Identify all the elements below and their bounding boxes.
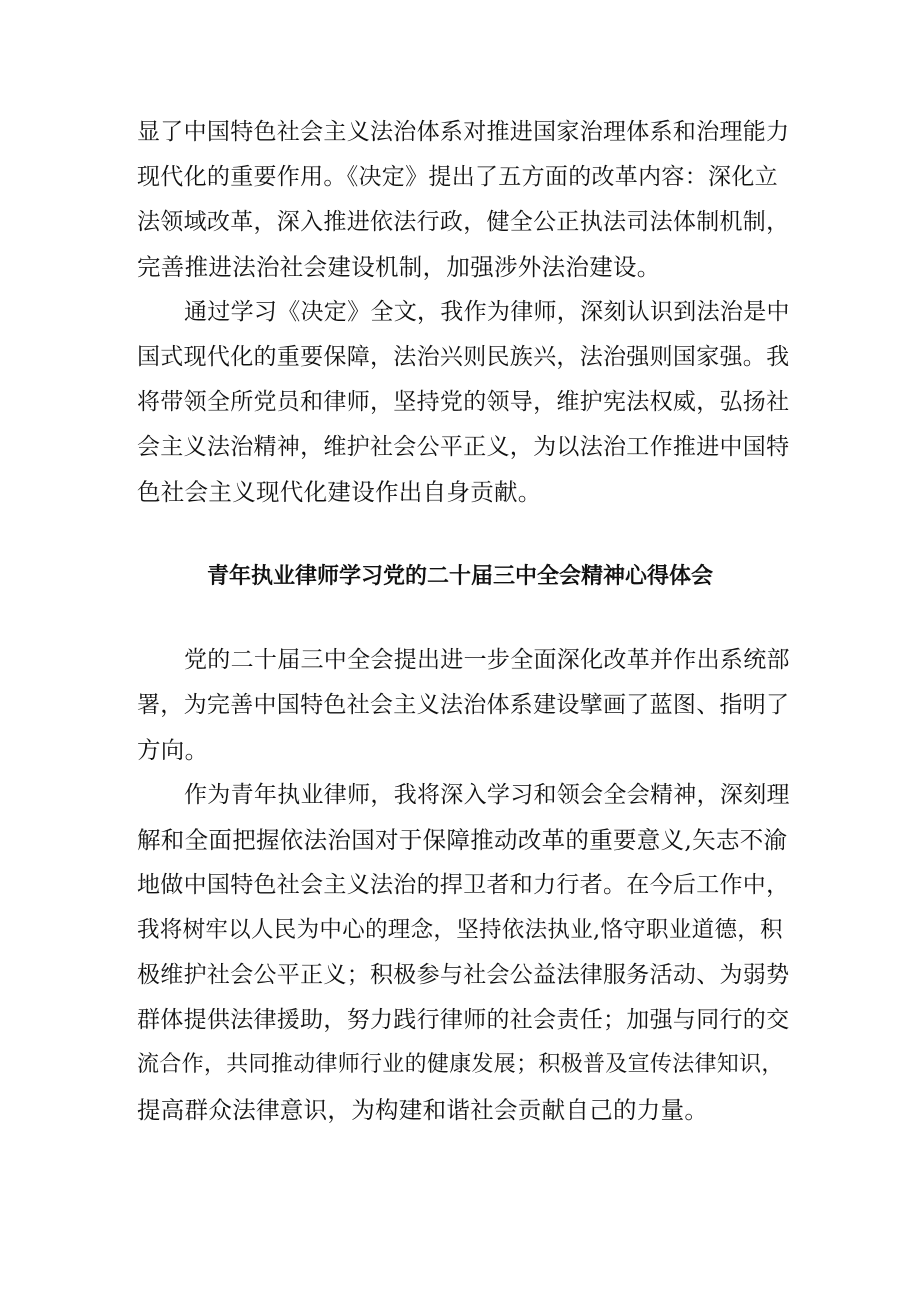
paragraph-line: 我将树牢以人民为中心的理念，坚持依法执业,恪守职业道德，积 xyxy=(137,917,783,943)
paragraph-line: 通过学习《决定》全文，我作为律师，深刻认识到法治是中 xyxy=(184,299,790,325)
paragraph-line: 群体提供法律援助，努力践行律师的社会责任；加强与同行的交 xyxy=(137,1007,790,1033)
paragraph-line: 完善推进法治社会建设机制，加强涉外法治建设。 xyxy=(137,253,661,281)
paragraph-line: 提高群众法律意识，为构建和谐社会贡献自己的力量。 xyxy=(137,1096,709,1124)
paragraph-line: 色社会主义现代化建设作出自身贡献。 xyxy=(137,478,542,506)
paragraph-line: 国式现代化的重要保障，法治兴则民族兴，法治强则国家强。我 xyxy=(137,344,790,370)
paragraph-line: 显了中国特色社会主义法治体系对推进国家治理体系和治理能力 xyxy=(137,119,790,145)
paragraph-line: 极维护社会公平正义；积极参与社会公益法律服务活动、为弱势 xyxy=(137,962,790,988)
paragraph-line: 署，为完善中国特色社会主义法治体系建设擘画了蓝图、指明了 xyxy=(137,692,790,718)
paragraph-line: 方向。 xyxy=(137,736,209,764)
paragraph-line: 将带领全所党员和律师，坚持党的领导，维护宪法权威，弘扬社 xyxy=(137,389,790,415)
paragraph-line: 流合作，共同推动律师行业的健康发展；积极普及宣传法律知识， xyxy=(137,1052,784,1077)
paragraph-line: 党的二十届三中全会提出进一步全面深化改革并作出系统部 xyxy=(184,647,790,673)
paragraph-line: 地做中国特色社会主义法治的捍卫者和力行者。在今后工作中， xyxy=(137,872,790,898)
paragraph-line: 现代化的重要作用。《决定》提出了五方面的改革内容：深化立 xyxy=(137,164,778,190)
paragraph-line: 解和全面把握依法治国对于保障推动改革的重要意义,矢志不渝 xyxy=(137,826,788,854)
paragraph-line: 法领域改革，深入推进依法行政，健全公正执法司法体制机制， xyxy=(137,209,790,235)
paragraph-line: 会主义法治精神，维护社会公平正义，为以法治工作推进中国特 xyxy=(137,434,790,460)
section-heading: 青年执业律师学习党的二十届三中全会精神心得体会 xyxy=(206,564,713,589)
paragraph-line: 作为青年执业律师，我将深入学习和领会全会精神，深刻理 xyxy=(184,782,790,808)
